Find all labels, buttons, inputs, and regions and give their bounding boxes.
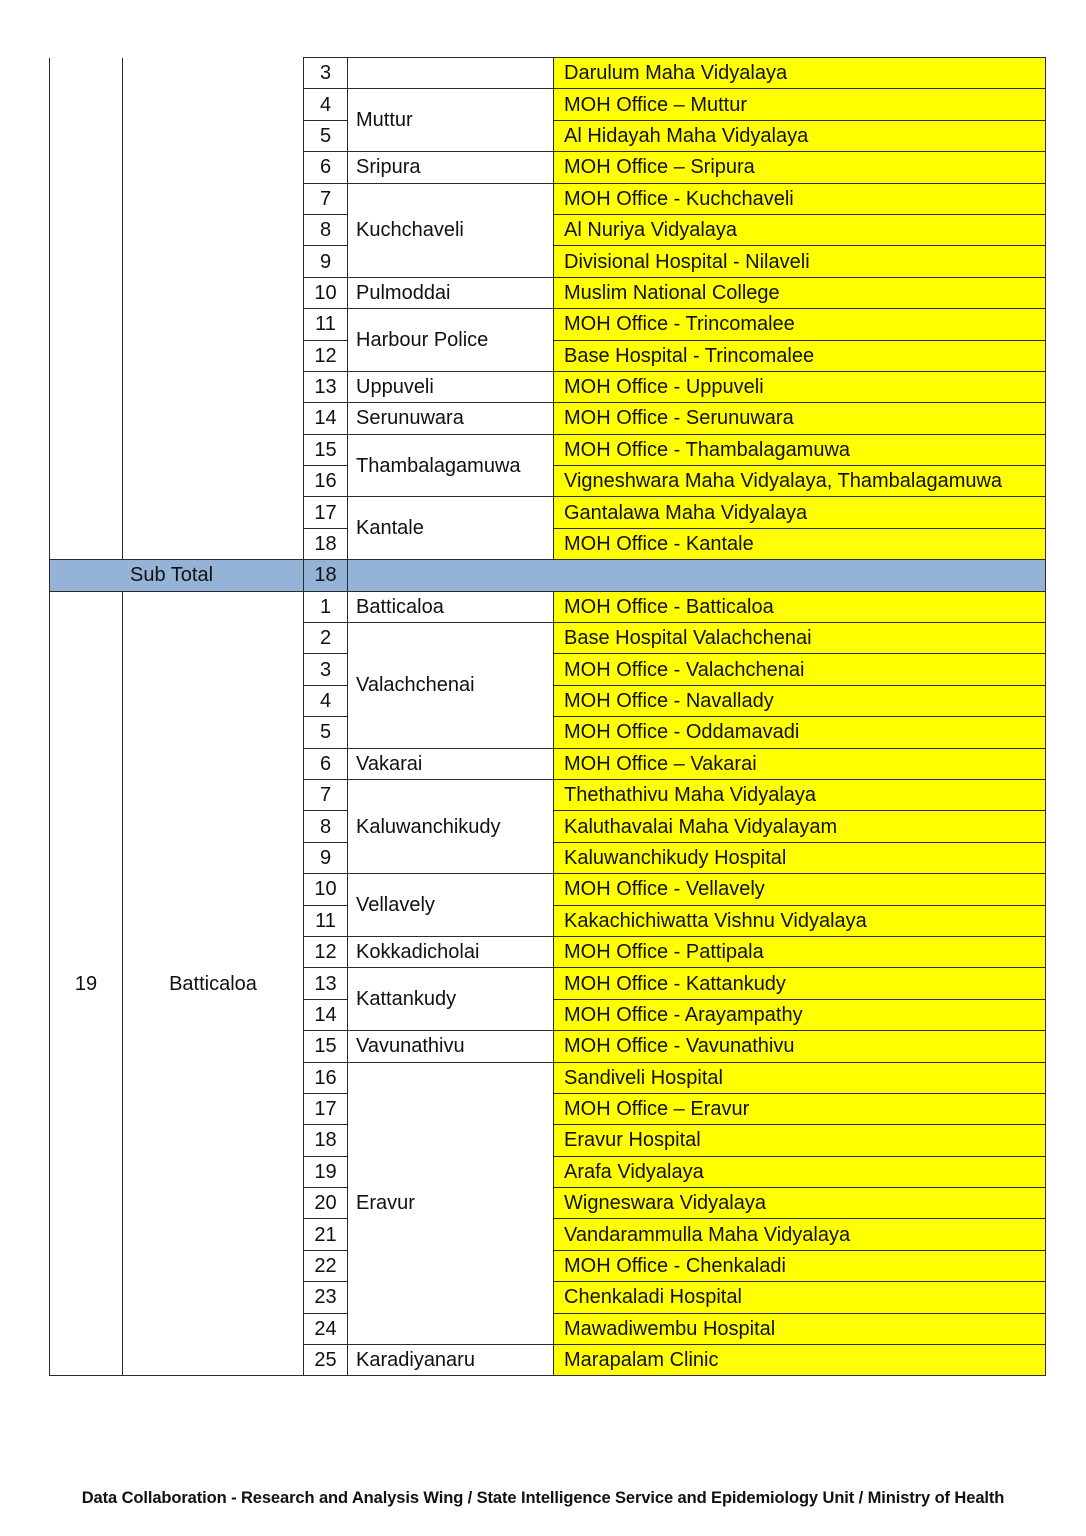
location-cell: MOH Office - Kuchchaveli xyxy=(554,183,1046,214)
location-cell: Eravur Hospital xyxy=(554,1125,1046,1156)
location-cell: Muslim National College xyxy=(554,277,1046,308)
row-number: 23 xyxy=(304,1282,348,1313)
location-cell: MOH Office - Chenkaladi xyxy=(554,1250,1046,1281)
location-cell: MOH Office - Vellavely xyxy=(554,874,1046,905)
area-cell: Kuchchaveli xyxy=(348,183,554,277)
location-cell: Kaluthavalai Maha Vidyalayam xyxy=(554,811,1046,842)
location-cell: Al Hidayah Maha Vidyalaya xyxy=(554,120,1046,151)
location-cell: Vandarammulla Maha Vidyalaya xyxy=(554,1219,1046,1250)
vaccination-centres-table xyxy=(49,57,1046,1376)
row-number: 13 xyxy=(304,371,348,402)
row-number: 18 xyxy=(304,1125,348,1156)
location-cell: MOH Office – Muttur xyxy=(554,89,1046,120)
location-cell: Gantalawa Maha Vidyalaya xyxy=(554,497,1046,528)
location-cell: Wigneswara Vidyalaya xyxy=(554,1188,1046,1219)
row-number: 24 xyxy=(304,1313,348,1344)
row-number: 6 xyxy=(304,152,348,183)
location-cell: MOH Office – Eravur xyxy=(554,1093,1046,1124)
row-number: 9 xyxy=(304,842,348,873)
location-cell: Sandiveli Hospital xyxy=(554,1062,1046,1093)
row-number: 3 xyxy=(304,58,348,89)
row-number: 12 xyxy=(304,936,348,967)
row-number: 21 xyxy=(304,1219,348,1250)
row-number: 25 xyxy=(304,1345,348,1376)
area-cell: Kattankudy xyxy=(348,968,554,1031)
location-cell: MOH Office - Batticaloa xyxy=(554,591,1046,622)
location-cell: MOH Office - Trincomalee xyxy=(554,309,1046,340)
row-number: 7 xyxy=(304,779,348,810)
area-cell: Vellavely xyxy=(348,874,554,937)
location-cell: MOH Office - Serunuwara xyxy=(554,403,1046,434)
location-cell: Marapalam Clinic xyxy=(554,1345,1046,1376)
row-number: 8 xyxy=(304,811,348,842)
district-no-cell xyxy=(50,58,123,560)
location-cell: MOH Office - Kantale xyxy=(554,528,1046,559)
location-cell: MOH Office - Navallady xyxy=(554,685,1046,716)
row-number: 16 xyxy=(304,1062,348,1093)
row-number: 17 xyxy=(304,1093,348,1124)
row-number: 7 xyxy=(304,183,348,214)
row-number: 8 xyxy=(304,214,348,245)
area-cell: Harbour Police xyxy=(348,309,554,372)
row-number: 6 xyxy=(304,748,348,779)
row-number: 15 xyxy=(304,1031,348,1062)
row-number: 4 xyxy=(304,89,348,120)
area-cell: Eravur xyxy=(348,1062,554,1345)
area-cell: Kaluwanchikudy xyxy=(348,779,554,873)
area-cell: Vavunathivu xyxy=(348,1031,554,1062)
row-number: 1 xyxy=(304,591,348,622)
row-number: 9 xyxy=(304,246,348,277)
area-cell: Vakarai xyxy=(348,748,554,779)
subtotal-value: 18 xyxy=(304,560,348,591)
location-cell: Mawadiwembu Hospital xyxy=(554,1313,1046,1344)
area-cell: Serunuwara xyxy=(348,403,554,434)
location-cell: MOH Office – Sripura xyxy=(554,152,1046,183)
district-no-cell: 19 xyxy=(50,591,123,1376)
row-number: 12 xyxy=(304,340,348,371)
subtotal-row xyxy=(50,560,1046,591)
row-number: 5 xyxy=(304,717,348,748)
area-cell: Karadiyanaru xyxy=(348,1345,554,1376)
area-cell: Pulmoddai xyxy=(348,277,554,308)
location-cell: Base Hospital Valachchenai xyxy=(554,623,1046,654)
area-cell: Sripura xyxy=(348,152,554,183)
row-number: 11 xyxy=(304,905,348,936)
district-name-cell xyxy=(123,58,304,560)
location-cell: MOH Office – Vakarai xyxy=(554,748,1046,779)
area-cell: Uppuveli xyxy=(348,371,554,402)
location-cell: Darulum Maha Vidyalaya xyxy=(554,58,1046,89)
location-cell: MOH Office - Uppuveli xyxy=(554,371,1046,402)
location-cell: Al Nuriya Vidyalaya xyxy=(554,214,1046,245)
row-number: 16 xyxy=(304,466,348,497)
page-footer: Data Collaboration - Research and Analysis Wing / State Intelligence Service and Epidemiology Unit / Ministry of Health xyxy=(81,1489,1005,1507)
district-name-cell: Batticaloa xyxy=(123,591,304,1376)
row-number: 14 xyxy=(304,403,348,434)
location-cell: MOH Office - Valachchenai xyxy=(554,654,1046,685)
subtotal-empty xyxy=(348,560,1046,591)
area-cell: Batticaloa xyxy=(348,591,554,622)
row-number: 4 xyxy=(304,685,348,716)
row-number: 19 xyxy=(304,1156,348,1187)
location-cell: Kakachichiwatta Vishnu Vidyalaya xyxy=(554,905,1046,936)
row-number: 10 xyxy=(304,874,348,905)
area-cell: Kokkadicholai xyxy=(348,936,554,967)
area-cell: Muttur xyxy=(348,89,554,152)
location-cell: Arafa Vidyalaya xyxy=(554,1156,1046,1187)
table-row xyxy=(50,58,1046,89)
location-cell: MOH Office - Pattipala xyxy=(554,936,1046,967)
table-body xyxy=(50,58,1046,1376)
area-cell: Kantale xyxy=(348,497,554,560)
location-cell: Kaluwanchikudy Hospital xyxy=(554,842,1046,873)
location-cell: Vigneshwara Maha Vidyalaya, Thambalagamuwa xyxy=(554,466,1046,497)
location-cell: MOH Office - Thambalagamuwa xyxy=(554,434,1046,465)
row-number: 10 xyxy=(304,277,348,308)
location-cell: MOH Office - Oddamavadi xyxy=(554,717,1046,748)
row-number: 18 xyxy=(304,528,348,559)
row-number: 22 xyxy=(304,1250,348,1281)
location-cell: MOH Office - Arayampathy xyxy=(554,999,1046,1030)
subtotal-label: Sub Total xyxy=(50,560,304,591)
row-number: 15 xyxy=(304,434,348,465)
location-cell: Chenkaladi Hospital xyxy=(554,1282,1046,1313)
location-cell: MOH Office - Vavunathivu xyxy=(554,1031,1046,1062)
row-number: 3 xyxy=(304,654,348,685)
area-cell: Thambalagamuwa xyxy=(348,434,554,497)
row-number: 17 xyxy=(304,497,348,528)
row-number: 20 xyxy=(304,1188,348,1219)
area-cell xyxy=(348,58,554,89)
row-number: 2 xyxy=(304,623,348,654)
location-cell: MOH Office - Kattankudy xyxy=(554,968,1046,999)
table-row xyxy=(50,591,1046,622)
row-number: 11 xyxy=(304,309,348,340)
row-number: 14 xyxy=(304,999,348,1030)
location-cell: Base Hospital - Trincomalee xyxy=(554,340,1046,371)
location-cell: Thethathivu Maha Vidyalaya xyxy=(554,779,1046,810)
row-number: 13 xyxy=(304,968,348,999)
location-cell: Divisional Hospital - Nilaveli xyxy=(554,246,1046,277)
area-cell: Valachchenai xyxy=(348,623,554,749)
row-number: 5 xyxy=(304,120,348,151)
